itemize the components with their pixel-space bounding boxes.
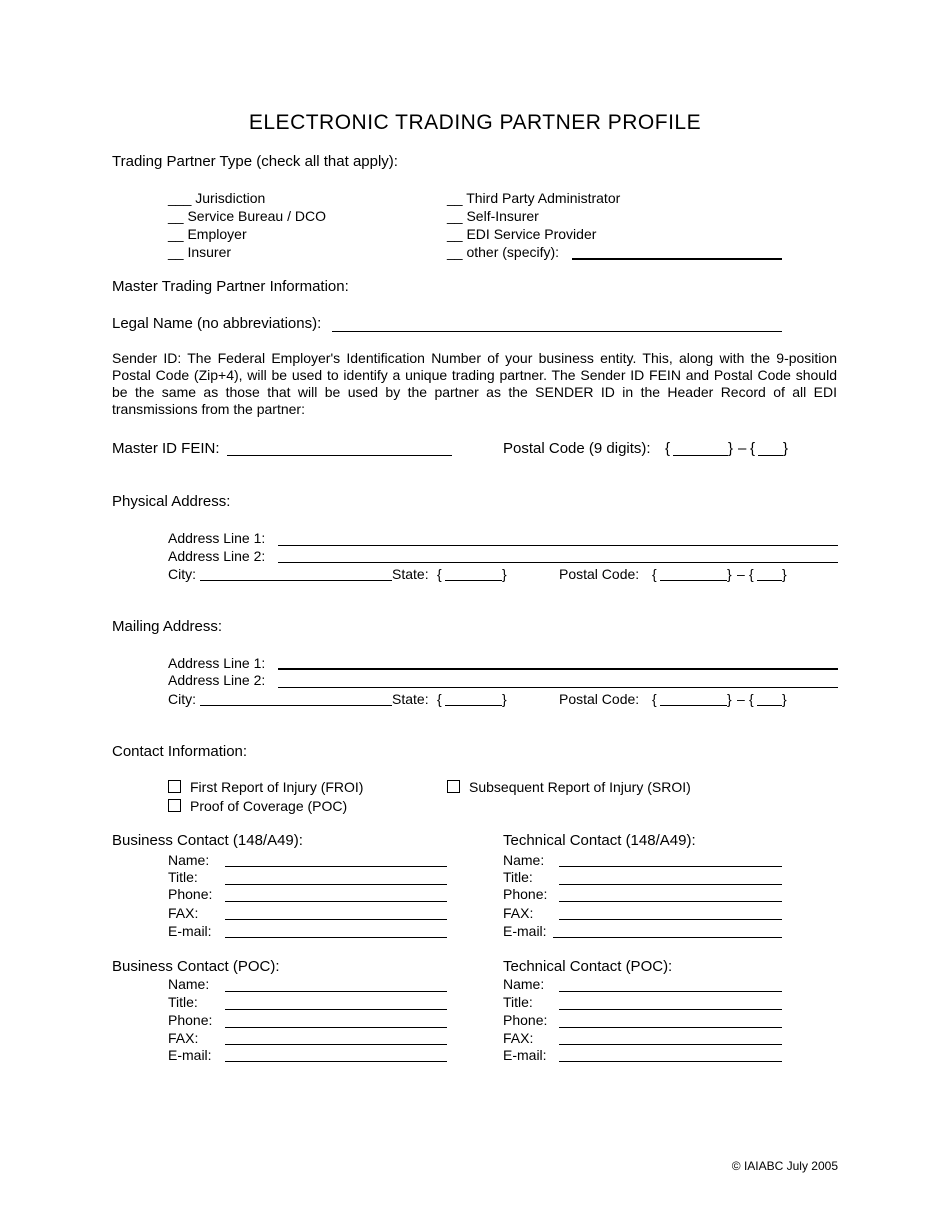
phone-label: Phone: xyxy=(168,1012,213,1028)
technical-poc-name-field[interactable] xyxy=(559,991,782,992)
email-label: E-mail: xyxy=(168,923,212,939)
postal-plus4-blank[interactable] xyxy=(758,455,783,456)
option-label: Self-Insurer xyxy=(466,208,539,224)
checkbox-square[interactable] xyxy=(168,780,181,793)
option-label: Insurer xyxy=(187,244,232,260)
title-label: Title: xyxy=(168,869,198,885)
master-heading: Master Trading Partner Information: xyxy=(112,278,349,295)
physical-postal-label: Postal Code: xyxy=(559,566,640,582)
bracket-close: } xyxy=(727,566,732,582)
sender-id-paragraph: Sender ID: The Federal Employer's Identification Number of your business entity. This, along with the 9-position Postal Code (Zip+4), will be used to identify a unique trading partner. The Sender ID FEIN and Postal Code should be the same as those that will be used by the partner as the SENDER ID in the Header Record of all EDI transmissions from the partner: xyxy=(112,350,837,417)
blank-marker: ___ xyxy=(168,190,192,206)
master-postal-label: Postal Code (9 digits): xyxy=(503,440,651,457)
mailing-line2-label: Address Line 2: xyxy=(168,672,266,688)
business-148-title-field[interactable] xyxy=(225,884,447,885)
technical-contact-148-heading: Technical Contact (148/A49): xyxy=(503,832,696,849)
technical-poc-fax-field[interactable] xyxy=(559,1044,782,1045)
option-label: Third Party Administrator xyxy=(466,190,621,206)
business-poc-name-field[interactable] xyxy=(225,991,447,992)
partner-type-heading: Trading Partner Type (check all that apply): xyxy=(112,153,398,170)
mailing-line1-field[interactable] xyxy=(278,668,838,670)
business-poc-phone-field[interactable] xyxy=(225,1027,447,1028)
technical-148-fax-field[interactable] xyxy=(559,919,782,920)
mailing-address-heading: Mailing Address: xyxy=(112,618,223,635)
checkbox-froi[interactable] xyxy=(168,778,363,796)
email-label: E-mail: xyxy=(168,1047,212,1063)
legal-name-field[interactable] xyxy=(332,331,782,332)
option-label: EDI Service Provider xyxy=(466,226,597,242)
bracket-open: { xyxy=(749,566,754,582)
checkbox-edi-service-provider[interactable] xyxy=(447,225,596,243)
business-148-phone-field[interactable] xyxy=(225,901,447,902)
title-label: Title: xyxy=(503,994,533,1010)
bracket-open: { xyxy=(750,440,756,457)
physical-line1-field[interactable] xyxy=(278,545,838,546)
email-label: E-mail: xyxy=(503,1047,547,1063)
dash: – xyxy=(737,691,745,707)
physical-city-field[interactable] xyxy=(200,580,392,581)
checkbox-poc[interactable] xyxy=(168,797,347,815)
blank-marker: __ xyxy=(447,226,463,242)
technical-148-name-field[interactable] xyxy=(559,866,782,867)
email-label: E-mail: xyxy=(503,923,547,939)
phone-label: Phone: xyxy=(168,886,213,902)
phone-label: Phone: xyxy=(503,886,548,902)
name-label: Name: xyxy=(168,852,210,868)
postal-plus4-blank[interactable] xyxy=(757,580,782,581)
checkbox-insurer[interactable] xyxy=(168,243,231,261)
bracket-open: { xyxy=(652,691,657,707)
state-blank[interactable] xyxy=(445,580,502,581)
technical-contact-poc-heading: Technical Contact (POC): xyxy=(503,958,673,975)
option-label: Employer xyxy=(187,226,247,242)
mailing-city-label: City: xyxy=(168,691,196,707)
blank-marker: __ xyxy=(168,208,184,224)
master-fein-label: Master ID FEIN: xyxy=(112,440,220,457)
title-label: Title: xyxy=(503,869,533,885)
bracket-open: { xyxy=(749,691,754,707)
technical-148-title-field[interactable] xyxy=(559,884,782,885)
copyright-footer: © IAIABC July 2005 xyxy=(731,1159,838,1173)
phone-label: Phone: xyxy=(503,1012,548,1028)
name-label: Name: xyxy=(503,852,545,868)
business-148-fax-field[interactable] xyxy=(225,919,447,920)
other-specify-field[interactable] xyxy=(572,258,782,260)
bracket-close: } xyxy=(502,691,507,707)
physical-address-heading: Physical Address: xyxy=(112,493,231,510)
checkbox-label: First Report of Injury (FROI) xyxy=(190,779,364,795)
physical-line2-field[interactable] xyxy=(278,562,838,563)
bracket-open: { xyxy=(437,566,442,582)
option-label: Service Bureau / DCO xyxy=(187,208,326,224)
dash: – xyxy=(737,566,745,582)
page-title: ELECTRONIC TRADING PARTNER PROFILE xyxy=(248,111,702,134)
technical-148-phone-field[interactable] xyxy=(559,901,782,902)
bracket-close: } xyxy=(782,691,787,707)
physical-line1-label: Address Line 1: xyxy=(168,530,266,546)
state-blank[interactable] xyxy=(445,705,502,706)
postal-zip5-blank[interactable] xyxy=(660,580,727,581)
technical-poc-title-field[interactable] xyxy=(559,1009,782,1010)
physical-line2-label: Address Line 2: xyxy=(168,548,266,564)
fax-label: FAX: xyxy=(168,1030,199,1046)
master-fein-field[interactable] xyxy=(227,455,452,456)
postal-zip5-blank[interactable] xyxy=(673,455,728,456)
option-label: other (specify): xyxy=(466,244,560,260)
postal-zip5-blank[interactable] xyxy=(660,705,727,706)
checkbox-label: Proof of Coverage (POC) xyxy=(190,798,348,814)
physical-state-label: State: xyxy=(392,566,429,582)
technical-poc-email-field[interactable] xyxy=(559,1061,782,1062)
name-label: Name: xyxy=(503,976,545,992)
checkbox-third-party-administrator[interactable] xyxy=(447,189,620,207)
business-contact-148-heading: Business Contact (148/A49): xyxy=(112,832,303,849)
mailing-state-label: State: xyxy=(392,691,429,707)
bracket-close: } xyxy=(728,440,734,457)
bracket-open: { xyxy=(437,691,442,707)
option-label: Jurisdiction xyxy=(195,190,266,206)
checkbox-label: Subsequent Report of Injury (SROI) xyxy=(469,779,691,795)
mailing-city-field[interactable] xyxy=(200,705,392,706)
checkbox-square[interactable] xyxy=(168,799,181,812)
mailing-postal-label: Postal Code: xyxy=(559,691,640,707)
technical-148-email-field[interactable] xyxy=(553,937,782,938)
bracket-open: { xyxy=(665,440,671,457)
blank-marker: __ xyxy=(447,244,463,260)
postal-plus4-blank[interactable] xyxy=(757,705,782,706)
blank-marker: __ xyxy=(447,190,463,206)
contact-info-heading: Contact Information: xyxy=(112,743,248,760)
title-label: Title: xyxy=(168,994,198,1010)
blank-marker: __ xyxy=(447,208,463,224)
legal-name-label: Legal Name (no abbreviations): xyxy=(112,315,322,332)
fax-label: FAX: xyxy=(503,905,534,921)
bracket-close: } xyxy=(502,566,507,582)
bracket-close: } xyxy=(727,691,732,707)
business-poc-fax-field[interactable] xyxy=(225,1044,447,1045)
fax-label: FAX: xyxy=(168,905,199,921)
checkbox-service-bureau[interactable] xyxy=(168,207,326,225)
checkbox-other[interactable] xyxy=(447,243,559,261)
blank-marker: __ xyxy=(168,226,184,242)
business-148-email-field[interactable] xyxy=(225,937,447,938)
blank-marker: __ xyxy=(168,244,184,260)
checkbox-jurisdiction[interactable] xyxy=(168,189,265,207)
checkbox-employer[interactable] xyxy=(168,225,247,243)
bracket-close: } xyxy=(783,440,789,457)
mailing-line1-label: Address Line 1: xyxy=(168,655,266,671)
mailing-line2-field[interactable] xyxy=(278,687,838,688)
business-contact-poc-heading: Business Contact (POC): xyxy=(112,958,280,975)
physical-city-label: City: xyxy=(168,566,196,582)
bracket-close: } xyxy=(782,566,787,582)
name-label: Name: xyxy=(168,976,210,992)
checkbox-sroi[interactable] xyxy=(447,778,691,796)
checkbox-self-insurer[interactable] xyxy=(447,207,539,225)
business-148-name-field[interactable] xyxy=(225,866,447,867)
checkbox-square[interactable] xyxy=(447,780,460,793)
business-poc-email-field[interactable] xyxy=(225,1061,447,1062)
dash: – xyxy=(738,440,747,457)
fax-label: FAX: xyxy=(503,1030,534,1046)
technical-poc-phone-field[interactable] xyxy=(559,1027,782,1028)
bracket-open: { xyxy=(652,566,657,582)
business-poc-title-field[interactable] xyxy=(225,1009,447,1010)
